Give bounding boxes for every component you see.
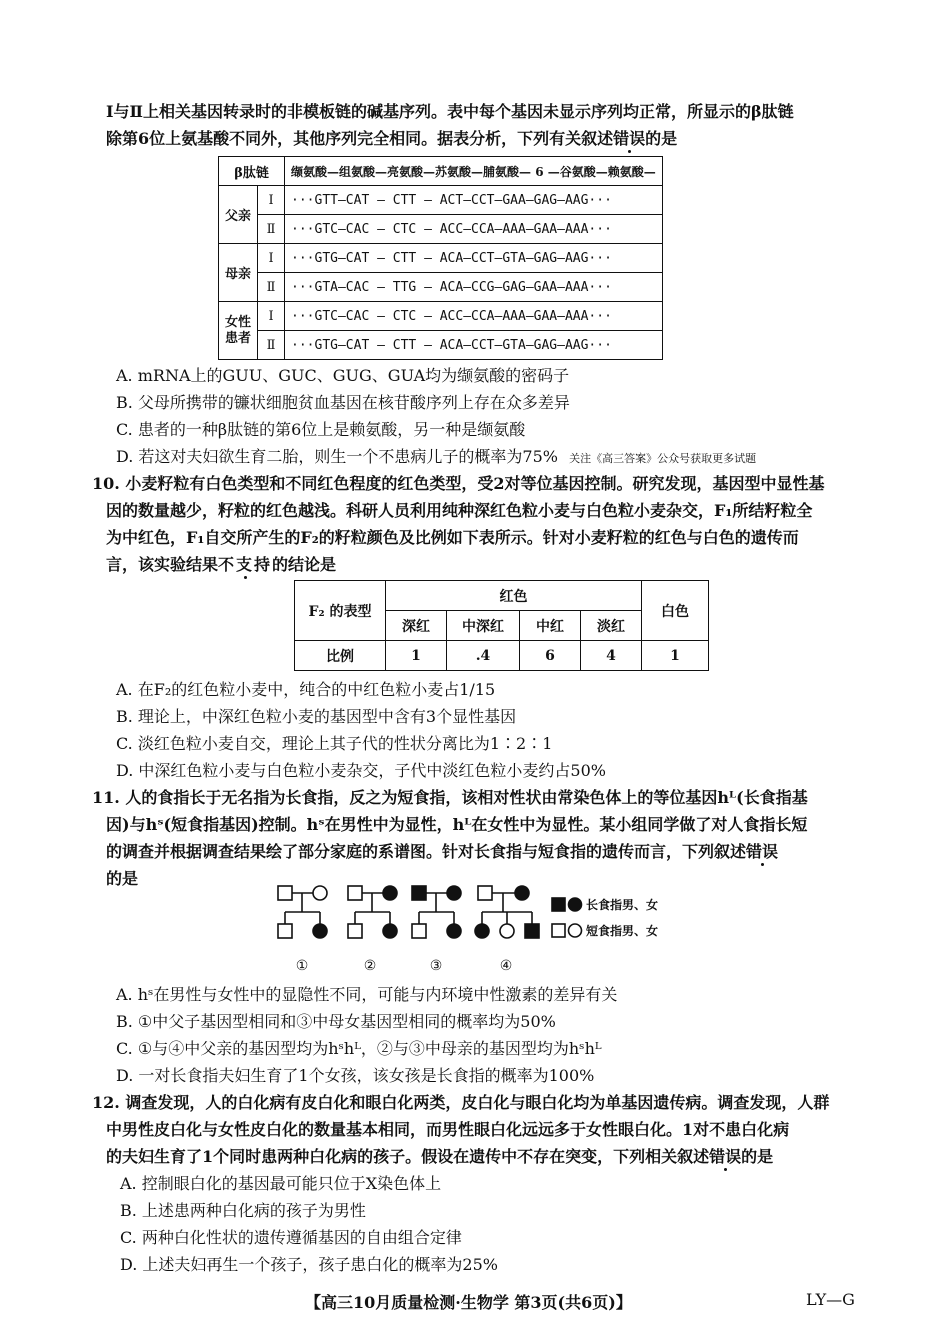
q10-f2-table: [294, 580, 709, 671]
legend-long-text: 长食指男、女: [586, 898, 659, 912]
family-label-4: ④: [499, 958, 513, 974]
f2-ratio-label: 比例: [295, 641, 386, 671]
f4-daughter-2-short: [500, 924, 514, 938]
q11-option-c: C. ①与④中父亲的基因型均为hˢhᴸ，②与③中母亲的基因型均为hˢhᴸ: [116, 1039, 602, 1058]
q9-option-d-text: D. 若这对夫妇欲生育二胎，则生一个不患病儿子的概率为75%: [116, 447, 558, 466]
family-label-1: ①: [295, 958, 309, 974]
patient-seq-2: ···GTG—CAT — CTT — ACA—CCT—GTA—GAG—AAG···: [285, 331, 663, 360]
watermark-text: 关注《高三答案》公众号获取更多试题: [569, 452, 757, 465]
q12-emphasis: 错误: [709, 1147, 742, 1166]
f1-daughter-long: [313, 924, 327, 938]
f2-white-header: 白色: [642, 581, 709, 641]
q9-option-d: [116, 445, 756, 471]
f2-col-deep-red: 深红: [386, 611, 447, 641]
q10-line-2: 因的数量越少，籽粒的红色越浅。科研人员利用纯种深红色粒小麦与白色粒小麦杂交，F₁所结籽粒全: [106, 501, 813, 520]
father-seq-1: ···GTT—CAT — CTT — ACT—CCT—GAA—GAG—AAG···: [285, 186, 663, 215]
q12-line-2: 中男性皮白化与女性皮白化的数量基本相同，而男性眼白化远远多于女性眼白化。1对不患白化病: [106, 1120, 790, 1139]
q11-line-4: 的是: [106, 869, 139, 888]
f2-col-mid-red: 中红: [520, 611, 581, 641]
seq-header-label: β肽链: [219, 157, 285, 186]
q12-option-b: B. 上述患两种白化病的孩子为男性: [120, 1201, 366, 1220]
patient-label-1: 女性: [225, 314, 252, 330]
q11-option-d: D. 一对长食指夫妇生育了1个女孩，该女孩是长食指的概率为100%: [116, 1066, 595, 1085]
q10-option-c: C. 淡红色粒小麦自交，理论上其子代的性状分离比为1∶2∶1: [116, 734, 553, 753]
mother-seq-1: ···GTG—CAT — CTT — ACA—CCT—GTA—GAG—AAG···: [285, 244, 663, 273]
q11-line-1: 11. 人的食指长于无名指为长食指，反之为短食指，该相对性状由常染色体上的等位基因hᴸ(长食指基: [92, 788, 808, 807]
legend-short-female-icon: [569, 924, 582, 937]
q12-line-3: [106, 1145, 773, 1169]
patient-label: [219, 302, 258, 360]
q11-line-2: 因)与hˢ(短食指基因)控制。hˢ在男性中为显性，hᴸ在女性中为显性。某小组同学做了对人食指长短: [106, 815, 808, 834]
f3-daughter-long: [447, 924, 461, 938]
roman-2: Ⅱ: [258, 331, 285, 360]
q9-intro-end: 的是: [645, 129, 678, 148]
q11-option-a: A. hˢ在男性与女性中的显隐性不同，可能与内环境中性激素的差异有关: [116, 985, 618, 1004]
f2-ratio-4: 4: [581, 641, 642, 671]
f2-red-header: 红色: [386, 581, 642, 611]
roman-1: Ⅰ: [258, 302, 285, 331]
q11-line-3: [106, 840, 778, 864]
q12-line-1: 12. 调查发现，人的白化病有皮白化和眼白化两类，皮白化与眼白化均为单基因遗传病。调查发现，人群: [92, 1093, 830, 1112]
legend-short-text: 短食指男、女: [586, 924, 659, 938]
q10-line-4: [106, 553, 336, 577]
q12-option-a: A. 控制眼白化的基因最可能只位于X染色体上: [120, 1174, 442, 1193]
patient-label-2: 患者: [225, 330, 252, 346]
legend-long-female-icon: [569, 898, 582, 911]
page-footer: 【高三10月质量检测·生物学 第3页(共6页)】: [305, 1293, 632, 1312]
f4-mother-long: [515, 886, 529, 900]
f3-father-long: [412, 886, 426, 900]
roman-2: Ⅱ: [258, 215, 285, 244]
q10-option-a: A. 在F₂的红色粒小麦中，纯合的中红色粒小麦占1/15: [116, 680, 496, 699]
q10-option-b: B. 理论上，中深红色粒小麦的基因型中含有3个显性基因: [116, 707, 517, 726]
q11-emphasis: 错误: [746, 842, 779, 861]
f3-mother-long: [447, 886, 461, 900]
f2-daughter-long: [383, 924, 397, 938]
q9-intro-text: 除第6位上氨基酸不同外，其他序列完全相同。据表分析，下列有关叙述: [106, 129, 614, 148]
f3-son-short: [412, 924, 426, 938]
q12-option-d: D. 上述夫妇再生一个孩子，孩子患白化的概率为25%: [120, 1255, 498, 1274]
f1-son-short: [278, 924, 292, 938]
roman-2: Ⅱ: [258, 273, 285, 302]
father-seq-2: ···GTC—CAC — CTC — ACC—CCA—AAA—GAA—AAA···: [285, 215, 663, 244]
f2-ratio-3: 6: [520, 641, 581, 671]
legend-short-male-icon: [552, 924, 565, 937]
f2-son-short: [348, 924, 362, 938]
seq-header-peptide: 缬氨酸—组氨酸—亮氨酸—苏氨酸—脯氨酸— 6 —谷氨酸—赖氨酸—: [285, 157, 663, 186]
q9-option-c: C. 患者的一种β肽链的第6位上是赖氨酸，另一种是缬氨酸: [116, 420, 526, 439]
mother-label: 母亲: [219, 244, 258, 302]
roman-1: Ⅰ: [258, 186, 285, 215]
patient-seq-1: ···GTC—CAC — CTC — ACC—CCA—AAA—GAA—AAA···: [285, 302, 663, 331]
q12-text: 的夫妇生育了1个同时患两种白化病的孩子。假设在遗传中不存在突变，下列相关叙述: [106, 1147, 710, 1166]
f2-col-mid-deep-red: 中深红: [447, 611, 520, 641]
q10-option-d: D. 中深红色粒小麦与白色粒小麦杂交，子代中淡红色粒小麦约占50%: [116, 761, 606, 780]
q12-option-c: C. 两种白化性状的遗传遵循基因的自由组合定律: [120, 1228, 462, 1247]
pedigree-chart: [270, 882, 690, 978]
q10-text-end: 的结论是: [272, 555, 337, 574]
f4-father-short: [478, 886, 492, 900]
f2-col-light-red: 淡红: [581, 611, 642, 641]
father-label: 父亲: [219, 186, 258, 244]
q11-text: 的调查并根据调查结果绘了部分家庭的系谱图。针对长食指与短食指的遗传而言，下列叙述: [106, 842, 747, 861]
f4-son-long: [525, 924, 539, 938]
legend-long-male-icon: [552, 898, 565, 911]
q9-emphasis: 错误: [613, 129, 646, 148]
f2-mother-long: [383, 886, 397, 900]
family-label-3: ③: [429, 958, 443, 974]
q10-line-1: 10. 小麦籽粒有白色类型和不同红色程度的红色类型，受2对等位基因控制。研究发现，基因型中显性基: [92, 474, 825, 493]
f2-phenotype-label: F₂ 的表型: [295, 581, 386, 641]
f2-ratio-1: 1: [386, 641, 447, 671]
q10-text: 言，该实验结果: [106, 555, 219, 574]
q9-option-a: A. mRNA上的GUU、GUC、GUG、GUA均为缬氨酸的密码子: [116, 366, 570, 385]
q10-emphasis: 不支持: [218, 555, 273, 574]
q9-intro-line-1: Ⅰ与Ⅱ上相关基因转录时的非模板链的碱基序列。表中每个基因未显示序列均正常，所显示的β肽链: [106, 102, 794, 121]
f2-ratio-5: 1: [642, 641, 709, 671]
f2-ratio-2: .4: [447, 641, 520, 671]
f4-daughter-1-long: [475, 924, 489, 938]
f1-father-short: [278, 886, 292, 900]
f1-mother-short: [313, 886, 327, 900]
q9-sequence-table: [218, 156, 663, 360]
q9-option-b: B. 父母所携带的镰状细胞贫血基因在核苷酸序列上存在众多差异: [116, 393, 570, 412]
f2-father-short: [348, 886, 362, 900]
q11-option-b: B. ①中父子基因型相同和③中母女基因型相同的概率均为50%: [116, 1012, 556, 1031]
q12-text-end: 的是: [741, 1147, 774, 1166]
q10-line-3: 为中红色，F₁自交所产生的F₂的籽粒颜色及比例如下表所示。针对小麦籽粒的红色与白色的遗传而: [106, 528, 799, 547]
paper-code: LY—G: [806, 1290, 855, 1309]
mother-seq-2: ···GTA—CAC — TTG — ACA—CCG—GAG—GAA—AAA···: [285, 273, 663, 302]
family-label-2: ②: [363, 958, 377, 974]
q9-intro-line-2: [106, 127, 677, 151]
roman-1: Ⅰ: [258, 244, 285, 273]
